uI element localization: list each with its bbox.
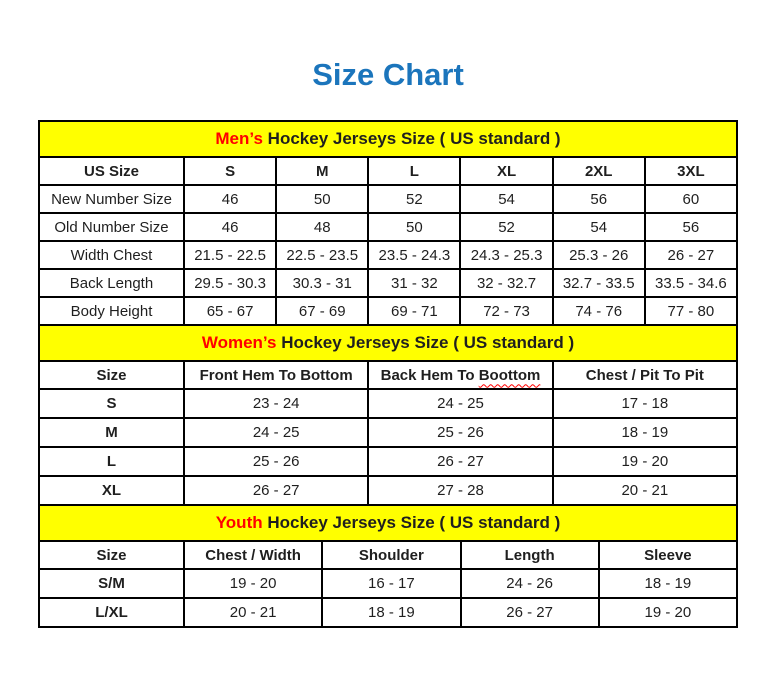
size-value: 26 - 27 bbox=[461, 598, 599, 627]
column-header-shoulder: Shoulder bbox=[322, 541, 460, 569]
size-tables bbox=[38, 120, 738, 628]
column-header-us-size: US Size bbox=[39, 157, 184, 185]
size-value: 16 - 17 bbox=[322, 569, 460, 598]
table-row-women-xl bbox=[39, 476, 737, 505]
row-label: L/XL bbox=[39, 598, 184, 627]
size-value: 33.5 - 34.6 bbox=[645, 269, 737, 297]
mens-band-highlight: Men’s bbox=[215, 129, 263, 148]
size-value: 65 - 67 bbox=[184, 297, 276, 325]
table-row-back-length bbox=[39, 269, 737, 297]
youth-size-table bbox=[38, 504, 738, 628]
womens-band-highlight: Women’s bbox=[201, 333, 277, 352]
column-header-s: S bbox=[184, 157, 276, 185]
column-header-length: Length bbox=[461, 541, 599, 569]
womens-section-band bbox=[39, 325, 737, 361]
size-value: 50 bbox=[276, 185, 368, 213]
size-value: 32.7 - 33.5 bbox=[553, 269, 645, 297]
size-value: 17 - 18 bbox=[553, 389, 737, 418]
column-header-xl: XL bbox=[460, 157, 552, 185]
youth-header-row bbox=[39, 541, 737, 569]
table-row-women-m bbox=[39, 418, 737, 447]
row-label: Back Length bbox=[39, 269, 184, 297]
page-title: Size Chart bbox=[312, 57, 464, 92]
table-row-body-height bbox=[39, 297, 737, 325]
womens-header-row bbox=[39, 361, 737, 389]
size-value: 21.5 - 22.5 bbox=[184, 241, 276, 269]
womens-band-row bbox=[39, 325, 737, 361]
size-value: 27 - 28 bbox=[368, 476, 552, 505]
table-row-women-s bbox=[39, 389, 737, 418]
size-value: 72 - 73 bbox=[460, 297, 552, 325]
column-header-front-hem: Front Hem To Bottom bbox=[184, 361, 368, 389]
table-row-youth-lxl bbox=[39, 598, 737, 627]
size-value: 54 bbox=[460, 185, 552, 213]
size-value: 31 - 32 bbox=[368, 269, 460, 297]
size-value: 32 - 32.7 bbox=[460, 269, 552, 297]
size-value: 48 bbox=[276, 213, 368, 241]
size-value: 50 bbox=[368, 213, 460, 241]
size-value: 29.5 - 30.3 bbox=[184, 269, 276, 297]
column-header-chest-pit: Chest / Pit To Pit bbox=[553, 361, 737, 389]
size-value: 25 - 26 bbox=[368, 418, 552, 447]
column-header-sleeve: Sleeve bbox=[599, 541, 737, 569]
table-row-old-number-size bbox=[39, 213, 737, 241]
size-value: 67 - 69 bbox=[276, 297, 368, 325]
row-label: S/M bbox=[39, 569, 184, 598]
row-label: Width Chest bbox=[39, 241, 184, 269]
youth-band-row bbox=[39, 505, 737, 541]
mens-band-row bbox=[39, 121, 737, 157]
row-label: M bbox=[39, 418, 184, 447]
mens-section-band bbox=[39, 121, 737, 157]
size-value: 22.5 - 23.5 bbox=[276, 241, 368, 269]
column-header-m: M bbox=[276, 157, 368, 185]
size-value: 18 - 19 bbox=[599, 569, 737, 598]
size-value: 19 - 20 bbox=[184, 569, 322, 598]
size-value: 26 - 27 bbox=[184, 476, 368, 505]
back-hem-prefix: Back Hem To bbox=[380, 366, 475, 384]
size-value: 54 bbox=[553, 213, 645, 241]
column-header-size: Size bbox=[39, 361, 184, 389]
size-value: 19 - 20 bbox=[553, 447, 737, 476]
size-value: 20 - 21 bbox=[184, 598, 322, 627]
size-value: 24 - 26 bbox=[461, 569, 599, 598]
table-row-women-l bbox=[39, 447, 737, 476]
size-value: 25 - 26 bbox=[184, 447, 368, 476]
youth-band-text: Hockey Jerseys Size ( US standard ) bbox=[267, 513, 561, 532]
size-value: 23.5 - 24.3 bbox=[368, 241, 460, 269]
size-value: 69 - 71 bbox=[368, 297, 460, 325]
youth-band-highlight: Youth bbox=[215, 513, 263, 532]
size-value: 18 - 19 bbox=[553, 418, 737, 447]
mens-band-text: Hockey Jerseys Size ( US standard ) bbox=[267, 129, 561, 148]
size-value: 23 - 24 bbox=[184, 389, 368, 418]
table-row-new-number-size bbox=[39, 185, 737, 213]
size-value: 19 - 20 bbox=[599, 598, 737, 627]
size-value: 46 bbox=[184, 213, 276, 241]
size-value: 74 - 76 bbox=[553, 297, 645, 325]
row-label: L bbox=[39, 447, 184, 476]
column-header-size: Size bbox=[39, 541, 184, 569]
womens-size-table bbox=[38, 324, 738, 506]
size-value: 56 bbox=[553, 185, 645, 213]
size-value: 20 - 21 bbox=[553, 476, 737, 505]
size-value: 24 - 25 bbox=[368, 389, 552, 418]
size-value: 52 bbox=[368, 185, 460, 213]
size-value: 26 - 27 bbox=[368, 447, 552, 476]
column-header-3xl: 3XL bbox=[645, 157, 737, 185]
size-value: 52 bbox=[460, 213, 552, 241]
row-label: Old Number Size bbox=[39, 213, 184, 241]
size-value: 26 - 27 bbox=[645, 241, 737, 269]
column-header-2xl: 2XL bbox=[553, 157, 645, 185]
table-row-youth-sm bbox=[39, 569, 737, 598]
mens-header-row bbox=[39, 157, 737, 185]
size-value: 18 - 19 bbox=[322, 598, 460, 627]
size-value: 24 - 25 bbox=[184, 418, 368, 447]
column-header-chest-width: Chest / Width bbox=[184, 541, 322, 569]
table-row-width-chest bbox=[39, 241, 737, 269]
size-value: 77 - 80 bbox=[645, 297, 737, 325]
size-value: 60 bbox=[645, 185, 737, 213]
row-label: XL bbox=[39, 476, 184, 505]
row-label: New Number Size bbox=[39, 185, 184, 213]
size-value: 25.3 - 26 bbox=[553, 241, 645, 269]
size-value: 30.3 - 31 bbox=[276, 269, 368, 297]
column-header-l: L bbox=[368, 157, 460, 185]
mens-size-table bbox=[38, 120, 738, 326]
size-value: 56 bbox=[645, 213, 737, 241]
back-hem-misspelled-word: Boottom bbox=[478, 366, 541, 384]
column-header-back-hem bbox=[368, 361, 552, 389]
row-label: S bbox=[39, 389, 184, 418]
womens-band-text: Hockey Jerseys Size ( US standard ) bbox=[281, 333, 575, 352]
size-value: 24.3 - 25.3 bbox=[460, 241, 552, 269]
size-value: 46 bbox=[184, 185, 276, 213]
row-label: Body Height bbox=[39, 297, 184, 325]
youth-section-band bbox=[39, 505, 737, 541]
